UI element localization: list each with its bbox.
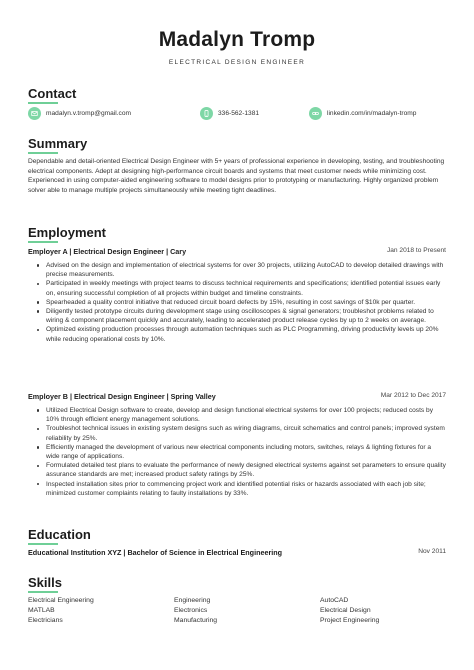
job-title-a: Employer A | Electrical Design Engineer | Cary <box>28 247 187 256</box>
candidate-name: Madalyn Tromp <box>158 28 316 51</box>
skill-item: Electrical Design <box>320 607 371 615</box>
list-item: Troubleshot technical issues in existing system designs such as wiring diagrams, circuit schematics and control panels; improved system reliability by 25%. <box>28 424 446 442</box>
list-item: Efficiently managed the development of various new electrical components including motors, switches, relays & lighting fixtures for a wide range of applications. <box>28 443 446 461</box>
job-date-b: Mar 2012 to Dec 2017 <box>380 392 446 399</box>
contact-underline <box>28 102 58 104</box>
phone-icon <box>200 107 213 120</box>
skill-item: MATLAB <box>28 607 55 615</box>
contact-heading: Contact <box>28 86 77 101</box>
list-item: Diligently tested prototype circuits during development stage using oscilloscopes & signal generators; troubleshot problems related to wiring & component placement quickly and accurately, leading to accelerated product release cycles by up to 2 weeks on average. <box>28 307 446 325</box>
employment-heading: Employment <box>28 225 107 240</box>
skills-column-3 <box>320 596 460 627</box>
summary-paragraph: Dependable and detail-oriented Electrical Design Engineer with 5+ years of professional experience in developing, testing, and troubleshooting electrical components. Adept at designing high-performance circuit boards and systems that meet customer needs while minimizing cost. Experienced in using computer-aided engineering software to model designs prior to prototyping or manufacturing. Highly organized problem solver able to manage multiple projects simultaneously while meeting tight deadlines. <box>28 158 445 194</box>
list-item: Participated in weekly meetings with project teams to discuss technical requirements and specifications; identified potential issues early on, ensuring successful completion of all projects within budget and timeline constraints. <box>28 279 446 297</box>
employment-underline <box>28 241 58 243</box>
list-item: Formulated detailed test plans to evaluate the performance of newly designed electrical systems against set parameters to ensure quality assurance standards are met; increased product safety ratings by 25%. <box>28 461 446 479</box>
skill-item: Electricians <box>28 617 63 625</box>
job-header-b <box>28 392 446 402</box>
link-icon <box>309 107 322 120</box>
phone-text: 336-562-1381 <box>218 109 260 117</box>
skill-item: Electronics <box>174 607 208 615</box>
skill-item: AutoCAD <box>320 597 349 604</box>
skills-heading: Skills <box>28 575 62 590</box>
summary-heading: Summary <box>28 136 88 151</box>
education-title: Educational Institution XYZ | Bachelor of Science in Electrical Engineering <box>28 548 283 557</box>
list-item: Advised on the design and implementation of electrical systems for over 30 projects, utilizing AutoCAD to develop detailed drawings with precise measurements. <box>28 261 446 279</box>
skill-item: Engineering <box>174 597 211 604</box>
job-title-b: Employer B | Electrical Design Engineer | Spring Valley <box>28 392 216 401</box>
job-date-a: Jan 2018 to Present <box>386 247 446 254</box>
list-item: Utilized Electrical Design software to create, develop and design functional electrical systems for over 100 projects; reduced costs by 10% through efficient energy management solutions. <box>28 406 446 424</box>
job-header-a <box>28 247 446 257</box>
education-heading: Education <box>28 527 91 542</box>
summary-underline <box>28 152 58 154</box>
skill-item: Project Engineering <box>320 617 380 625</box>
contact-email[interactable] <box>28 105 131 121</box>
skill-item: Electrical Engineering <box>28 597 94 604</box>
job-subtitle: ELECTRICAL DESIGN ENGINEER <box>168 59 306 66</box>
skills-column-1 <box>28 596 168 627</box>
education-entry <box>28 548 446 558</box>
education-underline <box>28 543 58 545</box>
contact-phone[interactable] <box>200 105 259 121</box>
education-date: Nov 2011 <box>418 548 446 555</box>
job-bullets-a <box>28 261 446 344</box>
list-item: Spearheaded a quality control initiative that reduced circuit board defects by 15%, resulting in cost savings of $10k per quarter. <box>28 298 446 307</box>
skill-item: Manufacturing <box>174 617 218 625</box>
contact-linkedin[interactable] <box>309 105 416 121</box>
skills-column-2 <box>174 596 314 627</box>
list-item: Optimized existing production processes through automation techniques such as PLC Programming, driving productivity levels up 20% while reducing operational costs by 10%. <box>28 325 446 343</box>
mail-icon <box>28 107 41 120</box>
contact-row <box>28 105 448 121</box>
list-item: Inspected installation sites prior to commencing project work and identified potential risks or hazards associated with each job site; minimized customer complaints relating to faulty installations by 33%. <box>28 480 446 498</box>
email-text: madalyn.v.tromp@gmail.com <box>46 109 131 117</box>
job-bullets-b <box>28 406 446 498</box>
skills-underline <box>28 591 58 593</box>
linkedin-text: linkedin.com/in/madalyn-tromp <box>327 109 417 117</box>
